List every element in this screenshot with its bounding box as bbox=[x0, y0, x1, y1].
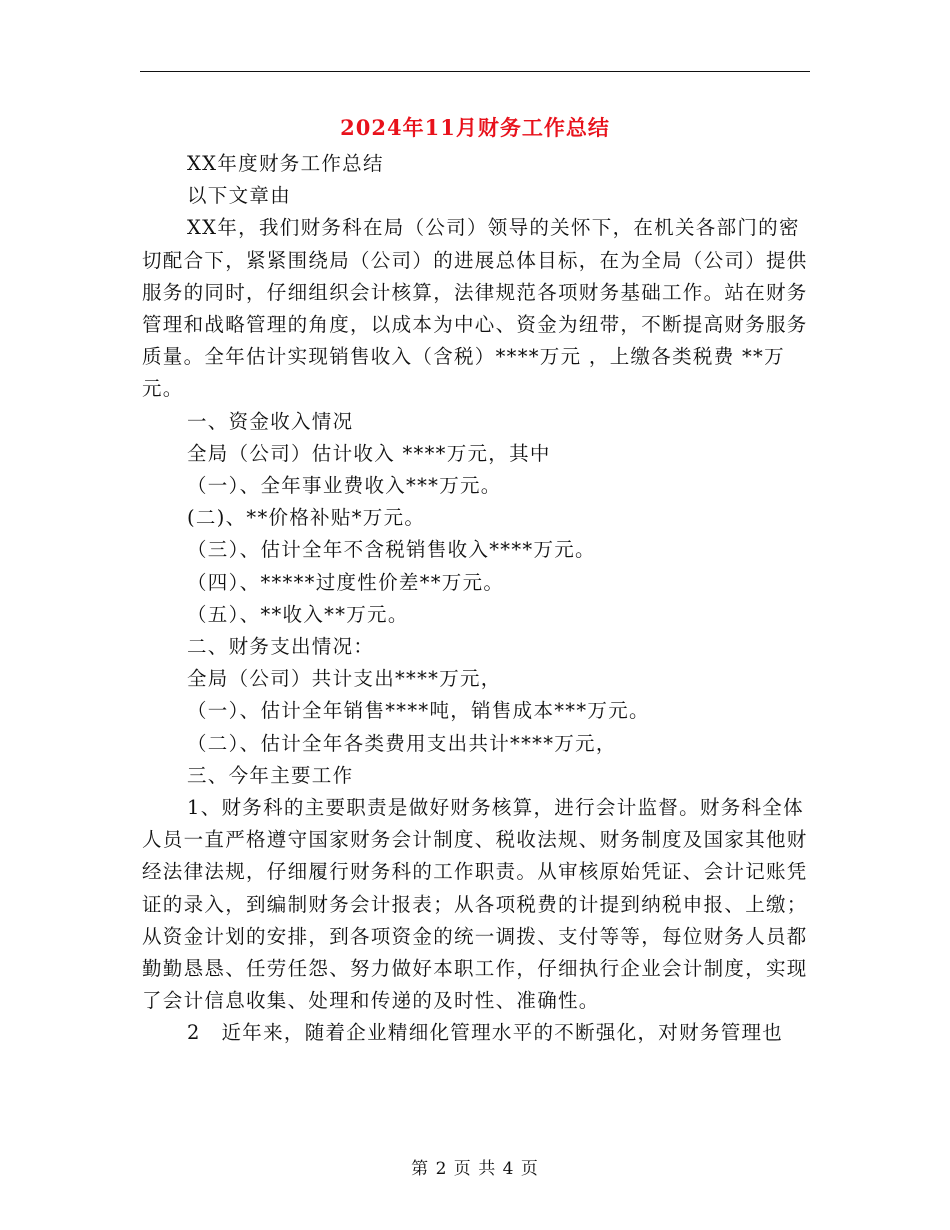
paragraph: 1、财务科的主要职责是做好财务核算，进行会计监督。财务科全体人员一直严格遵守国家财务会计制度、税收法规、财务制度及国家其他财经法律法规，仔细履行财务科的工作职责。从审核原始凭证、会计记账凭证的录入，到编制财务会计报表；从各项税费的计提到纳税申报、上缴；从资金计划的安排，到各项资金的统一调拨、支付等等，每位财务人员都勤勤恳恳、任劳任怨、努力做好本职工作，仔细执行企业会计制度，实现了会计信息收集、处理和传递的及时性、准确性。 bbox=[142, 796, 808, 1013]
section-heading: 二、财务支出情况： bbox=[187, 635, 375, 659]
document-body bbox=[142, 148, 812, 1050]
list-item: （二）、估计全年各类费用支出共计****万元， bbox=[187, 731, 617, 755]
list-item: （五）、**收入**万元。 bbox=[187, 602, 409, 626]
list-item: (二)、**价格补贴*万元。 bbox=[187, 506, 426, 530]
list-item: （三）、估计全年不含税销售收入****万元。 bbox=[187, 538, 596, 562]
paragraph: XX年，我们财务科在局（公司）领导的关怀下，在机关各部门的密切配合下，紧紧围绕局（公司）的进展总体目标，在为全局（公司）提供服务的同时，仔细组织会计核算，法律规范各项财务基础工作。站在财务管理和战略管理的角度，以成本为中心、资金为纽带，不断提高财务服务质量。全年估计实现销售收入（含税）****万元 ，上缴各类税费 **万元。 bbox=[142, 216, 808, 401]
section-heading: 三、今年主要工作 bbox=[187, 763, 354, 787]
paragraph: XX年度财务工作总结 bbox=[187, 152, 384, 175]
paragraph: 全局（公司）共计支出****万元， bbox=[187, 667, 502, 691]
paragraph: 2 近年来，随着企业精细化管理水平的不断强化，对财务管理也 bbox=[187, 1021, 784, 1045]
paragraph: 以下文章由 bbox=[187, 184, 292, 208]
list-item: （四）、*****过度性价差**万元。 bbox=[187, 570, 505, 594]
list-item: （一）、估计全年销售****吨，销售成本***万元。 bbox=[187, 699, 650, 723]
header-rule bbox=[140, 71, 810, 72]
page-number: 第 2 页 共 4 页 bbox=[411, 1159, 539, 1179]
section-heading: 一、资金收入情况 bbox=[187, 409, 354, 433]
paragraph: 全局（公司）估计收入 ****万元，其中 bbox=[187, 441, 551, 465]
list-item: （一）、全年事业费收入***万元。 bbox=[187, 474, 502, 498]
page-title: 2024年11月财务工作总结 bbox=[340, 115, 610, 140]
